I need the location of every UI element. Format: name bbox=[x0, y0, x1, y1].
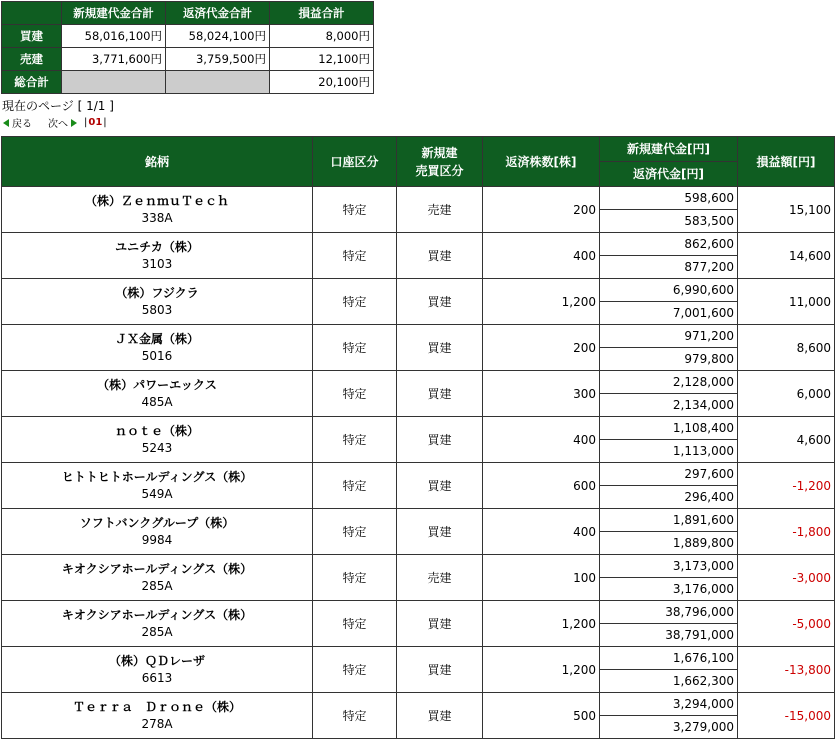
repay-amount: 3,176,000 bbox=[600, 578, 738, 601]
table-body bbox=[2, 187, 835, 739]
table-row bbox=[2, 509, 835, 532]
new-amount: 3,294,000 bbox=[600, 693, 738, 716]
table-row bbox=[2, 325, 835, 348]
account-type: 特定 bbox=[313, 325, 397, 371]
table-row bbox=[2, 279, 835, 302]
repay-amount: 1,662,300 bbox=[600, 670, 738, 693]
trade-side: 売建 bbox=[397, 187, 483, 233]
repay-amount: 296,400 bbox=[600, 486, 738, 509]
account-type: 特定 bbox=[313, 463, 397, 509]
summary-new-total: 58,016,100円 bbox=[62, 25, 166, 48]
repay-amount: 1,113,000 bbox=[600, 440, 738, 463]
repay-amount: 3,279,000 bbox=[600, 716, 738, 739]
profit-loss: 8,600 bbox=[738, 325, 835, 371]
stock-code: 6613 bbox=[141, 670, 173, 685]
profit-loss: 4,600 bbox=[738, 417, 835, 463]
repay-quantity: 200 bbox=[483, 325, 600, 371]
trade-side: 買建 bbox=[397, 233, 483, 279]
stock-name[interactable]: （株）ＱＤレーザ bbox=[108, 653, 205, 668]
stock-code: 5803 bbox=[141, 302, 173, 317]
stock-cell bbox=[2, 371, 313, 417]
trade-side: 買建 bbox=[397, 279, 483, 325]
stock-code: 285A bbox=[141, 578, 173, 593]
summary-row-label: 総合計 bbox=[2, 71, 62, 94]
stock-code: 549A bbox=[141, 486, 173, 501]
stock-name[interactable]: Ｔｅｒｒａ Ｄｒｏｎｅ（株） bbox=[72, 699, 241, 714]
trade-side: 買建 bbox=[397, 601, 483, 647]
account-type: 特定 bbox=[313, 233, 397, 279]
stock-cell bbox=[2, 555, 313, 601]
summary-repay-total: 3,759,500円 bbox=[166, 48, 270, 71]
table-row bbox=[2, 601, 835, 624]
header-repay-amount: 返済代金[円] bbox=[600, 162, 738, 187]
summary-table bbox=[1, 1, 374, 94]
account-type: 特定 bbox=[313, 647, 397, 693]
stock-code: 5243 bbox=[141, 440, 173, 455]
stock-name[interactable]: ヒトトヒトホールディングス（株） bbox=[61, 469, 253, 484]
repay-quantity: 400 bbox=[483, 509, 600, 555]
stock-name[interactable]: キオクシアホールディングス（株） bbox=[61, 561, 253, 576]
profit-loss: 11,000 bbox=[738, 279, 835, 325]
profit-loss: -15,000 bbox=[738, 693, 835, 739]
profit-loss: 15,100 bbox=[738, 187, 835, 233]
account-type: 特定 bbox=[313, 693, 397, 739]
repay-quantity: 1,200 bbox=[483, 279, 600, 325]
account-type: 特定 bbox=[313, 509, 397, 555]
header-side-line2: 売買区分 bbox=[415, 163, 464, 178]
table-row bbox=[2, 647, 835, 670]
new-amount: 1,108,400 bbox=[600, 417, 738, 440]
trade-side: 買建 bbox=[397, 371, 483, 417]
summary-header-blank bbox=[2, 2, 62, 25]
repay-amount: 2,134,000 bbox=[600, 394, 738, 417]
table-header-row bbox=[2, 137, 835, 162]
profit-loss: 14,600 bbox=[738, 233, 835, 279]
new-amount: 297,600 bbox=[600, 463, 738, 486]
stock-cell bbox=[2, 187, 313, 233]
stock-code: 485A bbox=[141, 394, 173, 409]
pager bbox=[3, 115, 108, 130]
table-row bbox=[2, 187, 835, 210]
stock-code: 338A bbox=[141, 210, 173, 225]
repay-quantity: 100 bbox=[483, 555, 600, 601]
stock-cell bbox=[2, 647, 313, 693]
repay-quantity: 500 bbox=[483, 693, 600, 739]
summary-row-sell bbox=[2, 48, 374, 71]
trade-side: 買建 bbox=[397, 463, 483, 509]
summary-pl-total: 8,000円 bbox=[270, 25, 374, 48]
repay-amount: 979,800 bbox=[600, 348, 738, 371]
header-pl: 損益額[円] bbox=[738, 137, 835, 187]
summary-row-buy bbox=[2, 25, 374, 48]
stock-cell bbox=[2, 325, 313, 371]
repay-quantity: 1,200 bbox=[483, 601, 600, 647]
stock-code: 5016 bbox=[141, 348, 173, 363]
account-type: 特定 bbox=[313, 555, 397, 601]
new-amount: 1,891,600 bbox=[600, 509, 738, 532]
page-link-01[interactable]: 01 bbox=[88, 117, 103, 128]
stock-cell bbox=[2, 509, 313, 555]
pager-separator: | bbox=[84, 117, 88, 128]
summary-header-new: 新規建代金合計 bbox=[62, 2, 166, 25]
profit-loss: -1,200 bbox=[738, 463, 835, 509]
table-row bbox=[2, 693, 835, 716]
header-side bbox=[397, 137, 483, 187]
account-type: 特定 bbox=[313, 417, 397, 463]
positions-table bbox=[1, 136, 835, 739]
new-amount: 1,676,100 bbox=[600, 647, 738, 670]
new-amount: 862,600 bbox=[600, 233, 738, 256]
table-row bbox=[2, 417, 835, 440]
summary-header-pl: 損益合計 bbox=[270, 2, 374, 25]
stock-name[interactable]: （株）パワーエックス bbox=[97, 377, 217, 392]
header-account: 口座区分 bbox=[313, 137, 397, 187]
summary-repay-total: 58,024,100円 bbox=[166, 25, 270, 48]
stock-name[interactable]: ユニチカ（株） bbox=[115, 239, 199, 254]
account-type: 特定 bbox=[313, 371, 397, 417]
stock-code: 278A bbox=[141, 716, 173, 731]
summary-header-repay: 返済代金合計 bbox=[166, 2, 270, 25]
new-amount: 38,796,000 bbox=[600, 601, 738, 624]
stock-cell bbox=[2, 463, 313, 509]
pager-separator: | bbox=[103, 117, 107, 128]
stock-cell bbox=[2, 417, 313, 463]
stock-name[interactable]: （株）フジクラ bbox=[115, 285, 199, 300]
repay-amount: 877,200 bbox=[600, 256, 738, 279]
header-new-amount: 新規建代金[円] bbox=[600, 137, 738, 162]
stock-name[interactable]: ｎｏｔｅ（株） bbox=[114, 423, 199, 438]
next-link[interactable]: 次へ bbox=[48, 119, 68, 130]
table-row bbox=[2, 463, 835, 486]
header-side-line1: 新規建 bbox=[421, 145, 458, 160]
profit-loss: 6,000 bbox=[738, 371, 835, 417]
stock-code: 9984 bbox=[141, 532, 173, 547]
stock-cell bbox=[2, 233, 313, 279]
stock-name[interactable]: （株）ＺｅｎｍｕＴｅｃｈ bbox=[84, 193, 229, 208]
summary-row-label: 売建 bbox=[2, 48, 62, 71]
summary-empty-cell bbox=[62, 71, 166, 94]
trade-side: 買建 bbox=[397, 417, 483, 463]
trade-side: 買建 bbox=[397, 509, 483, 555]
account-type: 特定 bbox=[313, 279, 397, 325]
page-indicator: 現在のページ [ 1/1 ] bbox=[2, 99, 114, 113]
profit-loss: -13,800 bbox=[738, 647, 835, 693]
repay-quantity: 300 bbox=[483, 371, 600, 417]
stock-cell bbox=[2, 601, 313, 647]
summary-pl-total: 12,100円 bbox=[270, 48, 374, 71]
repay-amount: 38,791,000 bbox=[600, 624, 738, 647]
trade-side: 買建 bbox=[397, 647, 483, 693]
stock-cell bbox=[2, 279, 313, 325]
trade-side: 買建 bbox=[397, 325, 483, 371]
back-arrow-icon[interactable] bbox=[3, 119, 9, 127]
stock-name[interactable]: ソフトバンクグループ（株） bbox=[79, 515, 235, 530]
new-amount: 598,600 bbox=[600, 187, 738, 210]
profit-loss: -5,000 bbox=[738, 601, 835, 647]
account-type: 特定 bbox=[313, 187, 397, 233]
header-qty: 返済株数[株] bbox=[483, 137, 600, 187]
repay-quantity: 400 bbox=[483, 233, 600, 279]
repay-amount: 7,001,600 bbox=[600, 302, 738, 325]
profit-loss: -1,800 bbox=[738, 509, 835, 555]
stock-code: 285A bbox=[141, 624, 173, 639]
repay-quantity: 600 bbox=[483, 463, 600, 509]
stock-name[interactable]: ＪＸ金属（株） bbox=[114, 331, 199, 346]
repay-quantity: 400 bbox=[483, 417, 600, 463]
summary-row-grand-total bbox=[2, 71, 374, 94]
stock-name[interactable]: キオクシアホールディングス（株） bbox=[61, 607, 253, 622]
header-name: 銘柄 bbox=[2, 137, 313, 187]
summary-row-label: 買建 bbox=[2, 25, 62, 48]
trade-side: 売建 bbox=[397, 555, 483, 601]
summary-new-total: 3,771,600円 bbox=[62, 48, 166, 71]
new-amount: 2,128,000 bbox=[600, 371, 738, 394]
next-arrow-icon[interactable] bbox=[71, 119, 77, 127]
table-row bbox=[2, 371, 835, 394]
summary-pl-total: 20,100円 bbox=[270, 71, 374, 94]
repay-quantity: 200 bbox=[483, 187, 600, 233]
stock-cell bbox=[2, 693, 313, 739]
table-row bbox=[2, 555, 835, 578]
repay-amount: 583,500 bbox=[600, 210, 738, 233]
repay-quantity: 1,200 bbox=[483, 647, 600, 693]
summary-header-row bbox=[2, 2, 374, 25]
stock-code: 3103 bbox=[141, 256, 173, 271]
new-amount: 3,173,000 bbox=[600, 555, 738, 578]
new-amount: 971,200 bbox=[600, 325, 738, 348]
new-amount: 6,990,600 bbox=[600, 279, 738, 302]
back-link[interactable]: 戻る bbox=[12, 119, 32, 130]
profit-loss: -3,000 bbox=[738, 555, 835, 601]
account-type: 特定 bbox=[313, 601, 397, 647]
table-row bbox=[2, 233, 835, 256]
summary-empty-cell bbox=[166, 71, 270, 94]
repay-amount: 1,889,800 bbox=[600, 532, 738, 555]
trade-side: 買建 bbox=[397, 693, 483, 739]
